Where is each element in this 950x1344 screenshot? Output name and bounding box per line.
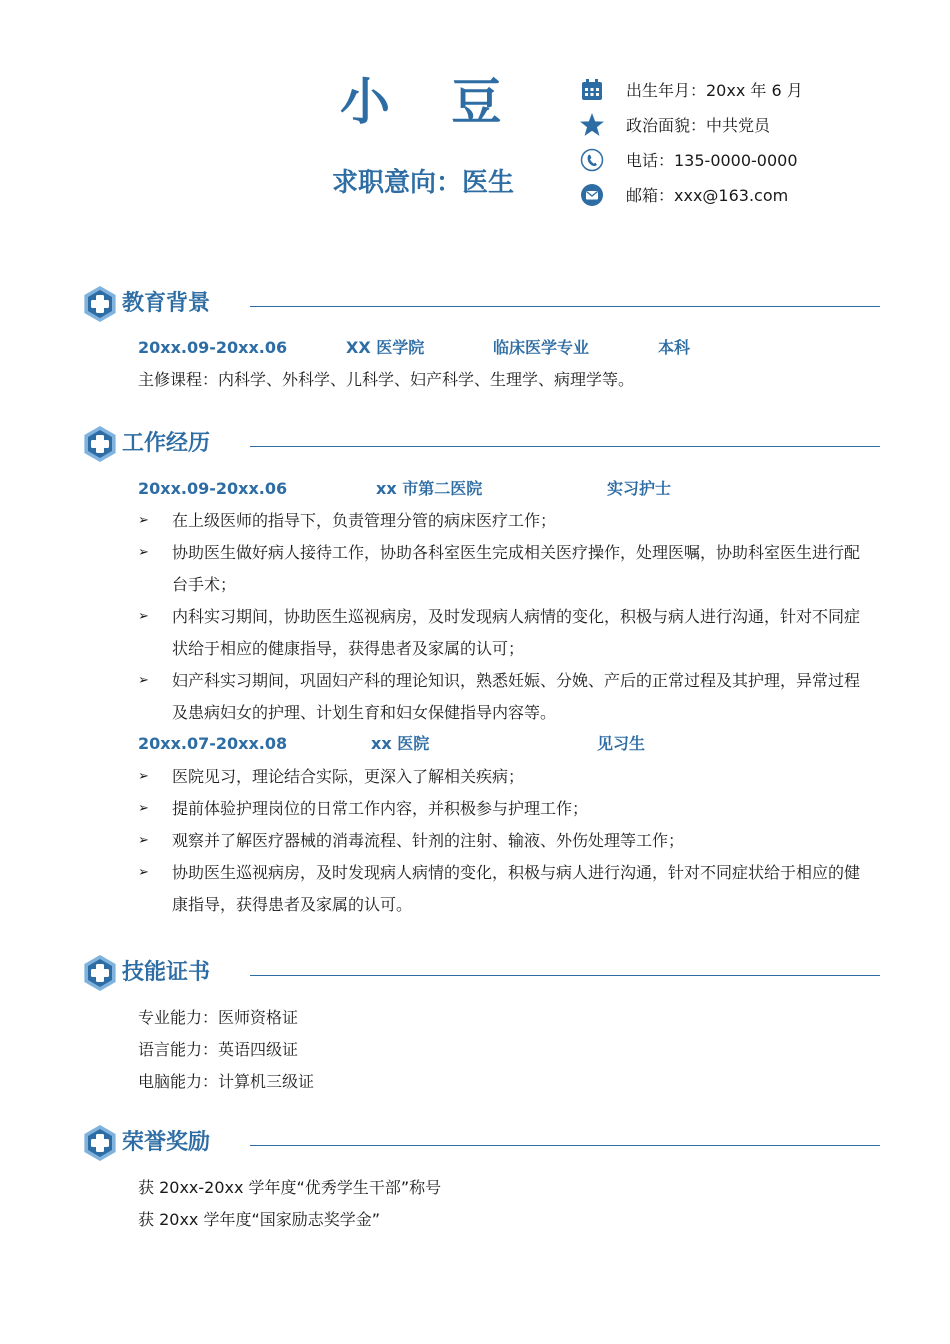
info-phone [578, 142, 803, 177]
job-role: 实习护士 [607, 479, 672, 498]
arrow-icon: ➢ [138, 801, 149, 816]
arrow-icon: ➢ [138, 545, 149, 560]
info-email [578, 177, 803, 212]
arrow-icon: ➢ [138, 865, 149, 880]
job-objective: 求职意向：医生 [332, 168, 515, 198]
mail-icon [578, 181, 606, 209]
section-skills [80, 953, 880, 993]
award-item: 获 20xx 学年度“国家励志奖学金” [138, 1210, 381, 1229]
candidate-name: 小 豆 [340, 72, 524, 131]
section-title: 技能证书 [122, 960, 211, 985]
edu-school: XX 医学院 [346, 338, 425, 357]
medical-cross-icon [80, 284, 120, 324]
info-email-text: 邮箱：xxx@163.com [626, 186, 789, 205]
job-period: 20xx.09-20xx.06 [138, 479, 288, 498]
award-item: 获 20xx-20xx 学年度“优秀学生干部”称号 [138, 1178, 442, 1197]
section-awards [80, 1123, 880, 1163]
section-education [80, 284, 880, 324]
job-bullet: ➢ 协助医生做好病人接待工作，协助各科室医生完成相关医疗操作，处理医嘱，协助科室医生进行配台手术； [138, 537, 873, 601]
arrow-icon: ➢ [138, 609, 149, 624]
section-work [80, 424, 880, 464]
section-divider [250, 446, 880, 447]
edu-major: 临床医学专业 [493, 338, 590, 357]
personal-info [578, 72, 803, 212]
section-title: 教育背景 [122, 291, 211, 316]
arrow-icon: ➢ [138, 833, 149, 848]
job-org: xx 医院 [371, 734, 430, 753]
job-bullet: ➢ 在上级医师的指导下，负责管理分管的病床医疗工作； [138, 505, 873, 537]
medical-cross-icon [80, 424, 120, 464]
info-birth [578, 72, 803, 107]
edu-courses: 主修课程：内科学、外科学、儿科学、妇产科学、生理学、病理学等。 [138, 370, 635, 389]
section-title: 工作经历 [122, 431, 211, 456]
job-bullet: ➢ 提前体验护理岗位的日常工作内容，并积极参与护理工作； [138, 793, 873, 825]
star-icon [578, 111, 606, 139]
phone-icon [578, 146, 606, 174]
job-bullet: ➢ 妇产科实习期间，巩固妇产科的理论知识，熟悉妊娠、分娩、产后的正常过程及其护理，异常过程及患病妇女的护理、计划生育和妇女保健指导内容等。 [138, 665, 873, 729]
skill-item: 电脑能力：计算机三级证 [138, 1072, 315, 1091]
skill-item: 专业能力：医师资格证 [138, 1008, 299, 1027]
arrow-icon: ➢ [138, 513, 149, 528]
job-bullet: ➢ 医院见习，理论结合实际，更深入了解相关疾病； [138, 761, 873, 793]
job-role: 见习生 [597, 734, 646, 753]
arrow-icon: ➢ [138, 769, 149, 784]
arrow-icon: ➢ [138, 673, 149, 688]
section-divider [250, 306, 880, 307]
medical-cross-icon [80, 1123, 120, 1163]
calendar-icon [578, 76, 606, 104]
info-politics [578, 107, 803, 142]
skill-item: 语言能力：英语四级证 [138, 1040, 299, 1059]
info-birth-text: 出生年月：20xx 年 6 月 [626, 81, 803, 100]
info-phone-text: 电话：135-0000-0000 [626, 151, 798, 170]
section-divider [250, 1145, 880, 1146]
job-bullet: ➢ 内科实习期间，协助医生巡视病房，及时发现病人病情的变化，积极与病人进行沟通，针对不同症状给于相应的健康指导，获得患者及家属的认可； [138, 601, 873, 665]
job-bullet: ➢ 协助医生巡视病房，及时发现病人病情的变化，积极与病人进行沟通，针对不同症状给于相应的健康指导，获得患者及家属的认可。 [138, 857, 873, 921]
edu-degree: 本科 [658, 338, 691, 357]
edu-period: 20xx.09-20xx.06 [138, 338, 288, 357]
section-title: 荣誉奖励 [122, 1130, 211, 1155]
info-politics-text: 政治面貌：中共党员 [626, 116, 771, 135]
job-period: 20xx.07-20xx.08 [138, 734, 288, 753]
section-divider [250, 975, 880, 976]
job-bullet: ➢ 观察并了解医疗器械的消毒流程、针剂的注射、输液、外伤处理等工作； [138, 825, 873, 857]
job-org: xx 市第二医院 [376, 479, 483, 498]
medical-cross-icon [80, 953, 120, 993]
